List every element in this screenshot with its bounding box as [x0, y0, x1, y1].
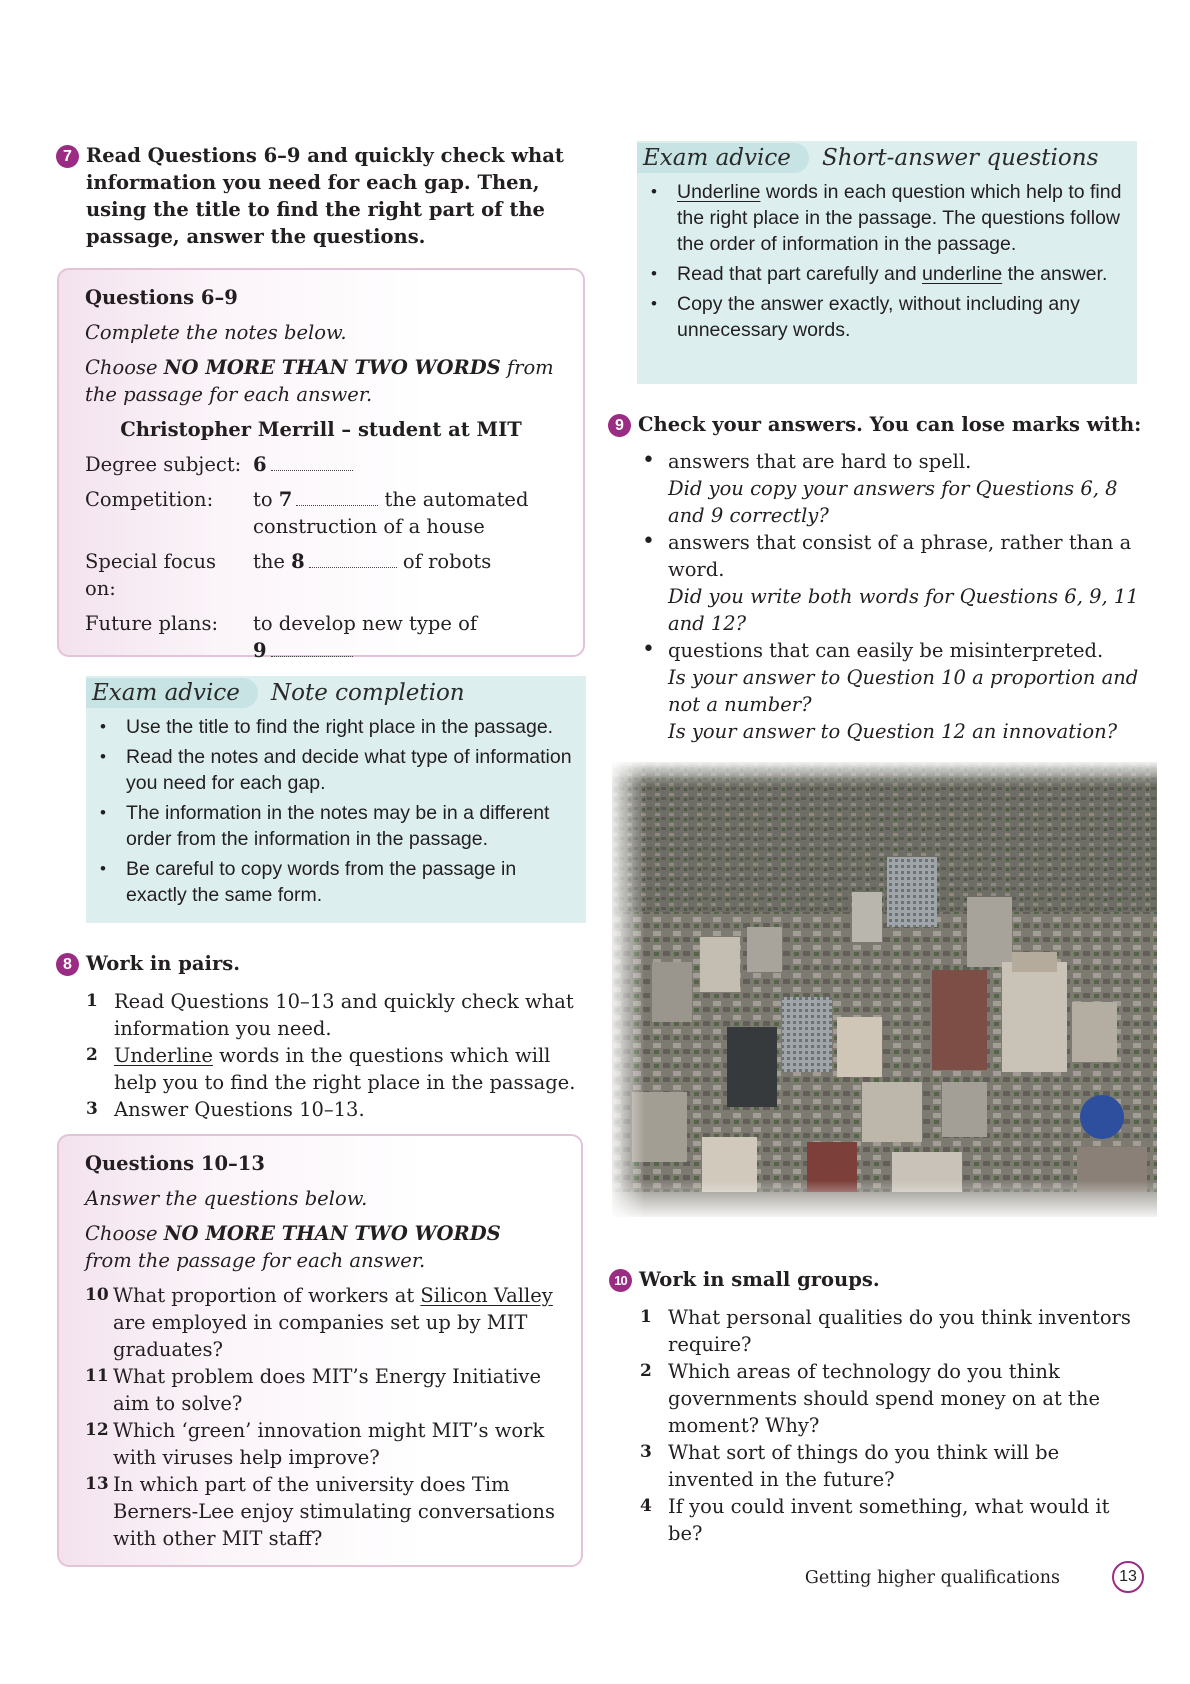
exam-advice-tag: Exam advice	[86, 678, 258, 708]
task-8-title: Work in pairs.	[86, 952, 240, 975]
advice-item: • Use the title to find the right place in the passage.	[126, 714, 576, 740]
exam-advice-short-answer	[637, 141, 1137, 384]
questions-10-13-list	[85, 1282, 555, 1552]
question-item: 11 What problem does MIT’s Energy Initiative aim to solve?	[85, 1365, 541, 1415]
question-item: 12 Which ‘green’ innovation might MIT’s work with viruses help improve?	[85, 1419, 545, 1469]
notes-row	[85, 548, 557, 602]
notes-row	[85, 486, 557, 540]
check-question: Did you copy your answers for Questions 6, 8 and 9 correctly?	[668, 477, 1118, 527]
task-8-list	[86, 988, 586, 1123]
answer-gap[interactable]	[309, 554, 397, 568]
list-item: 2 Which areas of technology do you think governments should spend money on at the moment? Why?	[640, 1360, 1100, 1437]
city-illustration	[612, 762, 1157, 1217]
notes-value: to 7 the automated construction of a house	[253, 488, 529, 538]
notes-label: Competition:	[85, 488, 214, 511]
advice-subtitle: Note completion	[271, 680, 465, 706]
notes-label: Future plans:	[85, 612, 219, 635]
list-item: 3 What sort of things do you think will be invented in the future?	[640, 1441, 1060, 1491]
answer-gap[interactable]	[271, 457, 353, 471]
notes-title: Christopher Merrill – student at MIT	[120, 418, 522, 441]
task-10-title: Work in small groups.	[639, 1268, 880, 1291]
questions-10-13-instruction-2: Choose NO MORE THAN TWO WORDS from the passage for each answer.	[85, 1222, 501, 1272]
answer-gap[interactable]	[296, 492, 378, 506]
gap-number: 9	[253, 639, 267, 662]
advice-item: • Read the notes and decide what type of information you need for each gap.	[126, 744, 576, 796]
advice-header	[637, 141, 1137, 173]
questions-6-9-instruction-2: Choose NO MORE THAN TWO WORDS from the passage for each answer.	[85, 356, 554, 406]
notes-row	[85, 610, 557, 664]
page-number: 13	[1112, 1561, 1144, 1593]
notes-label: Degree subject:	[85, 453, 242, 476]
check-question: Is your answer to Question 10 a proportion and not a number?	[668, 666, 1139, 716]
questions-10-13-instruction-1: Answer the questions below.	[85, 1187, 368, 1210]
advice-item: • Be careful to copy words from the passage in exactly the same form.	[126, 856, 576, 908]
task-7-text: Read Questions 6–9 and quickly check what information you need for each gap. Then, using the title to find the right part of the passage, answer the questions.	[86, 144, 564, 248]
advice-item: • Copy the answer exactly, without including any unnecessary words.	[677, 291, 1127, 343]
question-item: 13 In which part of the university does Tim Berners-Lee enjoy stimulating conversations with other MIT staff?	[85, 1473, 555, 1550]
questions-10-13-title: Questions 10–13	[85, 1152, 265, 1175]
advice-header	[86, 676, 586, 708]
task-9-heading	[615, 411, 1158, 438]
exam-advice-tag: Exam advice	[637, 143, 809, 173]
task-number-badge: 9	[608, 414, 631, 437]
list-item: 1 Read Questions 10–13 and quickly check what information you need.	[86, 990, 574, 1040]
task-10-heading	[614, 1266, 1159, 1293]
aerial-city-photo	[612, 762, 1157, 1217]
task-8-heading	[63, 950, 586, 977]
advice-list	[637, 173, 1137, 353]
task-7-instruction	[63, 142, 586, 250]
check-question: Is your answer to Question 12 an innovation?	[668, 720, 1118, 743]
check-question: Did you write both words for Questions 6, 9, 11 and 12?	[668, 585, 1139, 635]
bullet-item: • questions that can easily be misinterpreted. Is your answer to Question 10 a proportion and not a number? Is your answer to Question 12 an innovation?	[640, 637, 1145, 745]
advice-item: • Underline words in each question which help to find the right place in the passage. The questions follow the order of information in the passage.	[677, 179, 1127, 257]
task-number-badge: 10	[609, 1269, 632, 1292]
advice-subtitle: Short-answer questions	[822, 145, 1099, 171]
notes-value: the 8 of robots	[253, 550, 492, 573]
task-number-badge: 7	[56, 145, 79, 168]
notes-value	[253, 451, 557, 478]
bullet-item: • answers that consist of a phrase, rather than a word. Did you write both words for Questions 6, 9, 11 and 12?	[640, 529, 1145, 637]
bullet-item: • answers that are hard to spell. Did you copy your answers for Questions 6, 8 and 9 correctly?	[640, 448, 1145, 529]
questions-6-9-box	[57, 268, 585, 662]
question-item: 10 What proportion of workers at Silicon Valley are employed in companies set up by MIT graduates?	[85, 1284, 553, 1361]
questions-10-13-box	[57, 1134, 583, 1567]
task-9-title: Check your answers. You can lose marks with:	[638, 413, 1142, 436]
advice-list	[86, 708, 586, 918]
exam-advice-note-completion	[86, 676, 586, 923]
answer-gap[interactable]	[271, 643, 353, 657]
gap-number: 8	[291, 550, 305, 573]
task-9-list	[640, 448, 1145, 745]
task-number-badge: 8	[56, 953, 79, 976]
advice-item: • The information in the notes may be in a different order from the information in the passage.	[126, 800, 576, 852]
gap-number: 6	[253, 453, 267, 476]
list-item: 2 Underline words in the questions which will help you to find the right place in the passage.	[86, 1044, 576, 1094]
questions-6-9-title: Questions 6–9	[85, 286, 238, 309]
questions-6-9-instruction-1: Complete the notes below.	[85, 321, 347, 344]
gap-number: 7	[278, 488, 293, 511]
notes-label: Special focus on:	[85, 550, 217, 600]
list-item: 4 If you could invent something, what would it be?	[640, 1495, 1110, 1545]
advice-item: • Read that part carefully and underline the answer.	[677, 261, 1127, 287]
chapter-footer: Getting higher qualifications	[804, 1568, 1060, 1588]
notes-row	[85, 451, 557, 478]
notes-value: to develop new type of 9	[253, 612, 478, 662]
task-10-list	[640, 1304, 1145, 1547]
list-item: 3 Answer Questions 10–13.	[86, 1098, 365, 1121]
list-item: 1 What personal qualities do you think inventors require?	[640, 1306, 1131, 1356]
